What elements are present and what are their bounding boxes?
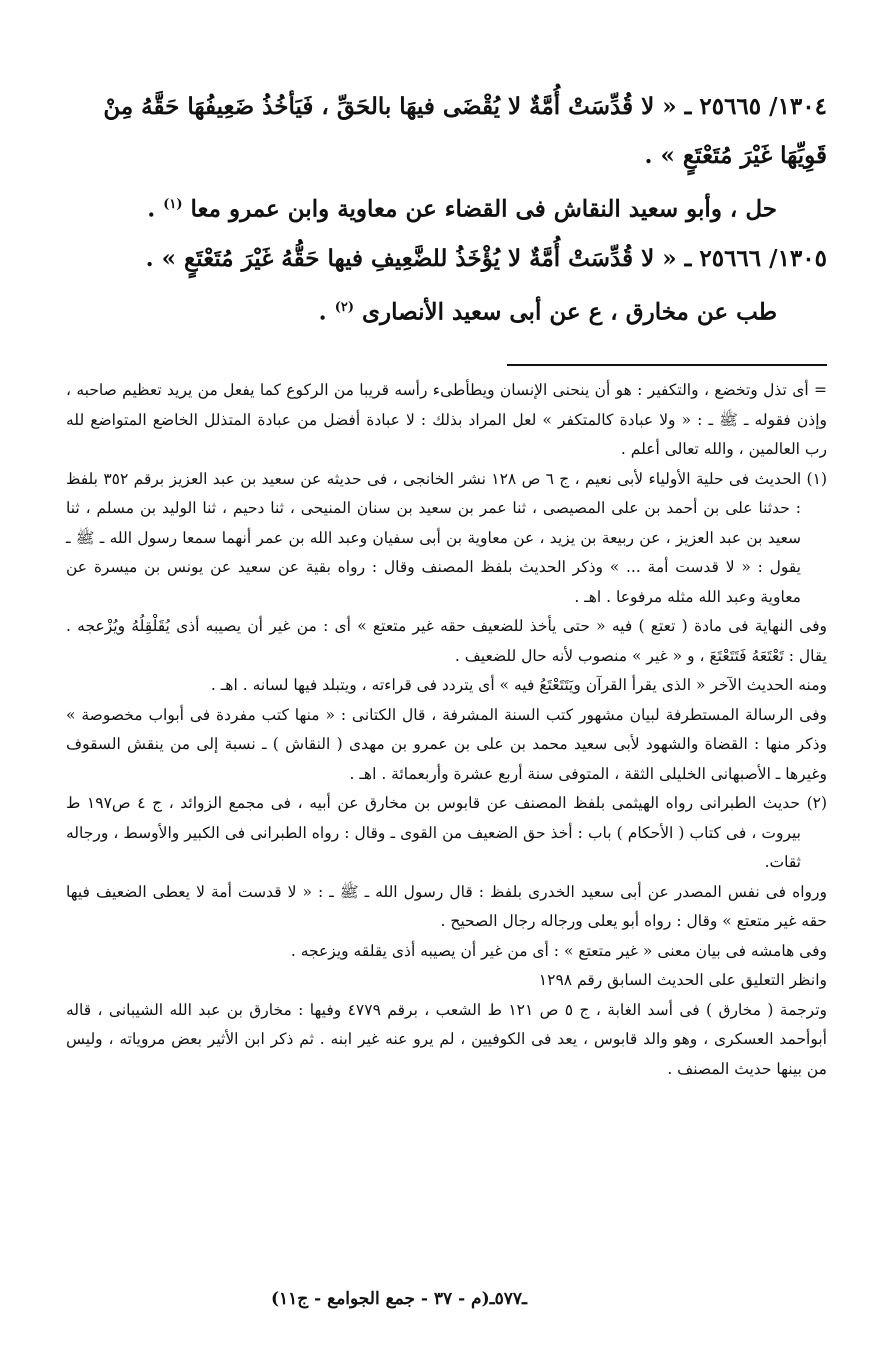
- hadith-1304-line1: ١٣٠٤/ ٢٥٦٦٥ ـ « لا قُدِّسَتْ أُمَّةٌ لا يُقْضَى فيهَا بالحَقِّ ، فَيَأخُذُ ضَعِيفُهَا حَقَّهُ مِنْ: [103, 93, 827, 120]
- footnote-paragraph: وفى هامشه فى بيان معنى « غير متعتع » : أى من غير أن يصيبه أذى يقلقه ويزعجه .: [290, 941, 827, 960]
- hadith-1304-line2: قَوِيِّهَا غَيْرَ مُتَعْتَعٍ » .: [644, 142, 827, 169]
- footnote-paragraph: ورواه فى نفس المصدر عن أبى سعيد الخدرى بلفظ : قال رسول الله ـ ﷺ ـ : « لا قدست أمة لا يعطى الضعيف فيها حقه غير متعتع » وقال : رواه أبو يعلى ورجاله رجال الصحيح .: [66, 882, 827, 931]
- source-text: طب عن مخارق ، ع عن أبى سعيد الأنصارى: [362, 298, 777, 326]
- page-number: ـ٥٧٧ـ: [489, 1289, 527, 1309]
- footnote-separator: [507, 364, 827, 366]
- footnote-paragraph: ومنه الحديث الآخر « الذى يقرأ القرآن ويَتَتَعْتَعُ فيه » أى يتردد فى قراءته ، ويتبلد فيها لسانه . اهـ .: [210, 676, 827, 695]
- footnote-paragraph: وترجمة ( مخارق ) فى أسد الغابة ، ج ٥ ص ١٢١ ط الشعب ، برقم ٤٧٧٩ وفيها : مخارق بن عبد الله الشيبانى ، قاله أبوأحمد العسكرى ، وهو والد قابوس ، يعد فى الكوفيين ، لم يرو عنه غير ابنه . ثم ذكر ابن الأثير بعض مروياته ، وليس من بينها حديث المصنف .: [66, 1000, 827, 1078]
- punct: .: [318, 298, 335, 326]
- footnote-paragraph: وانظر التعليق على الحديث السابق رقم ١٢٩٨: [538, 971, 827, 990]
- footnotes: [66, 376, 827, 1084]
- hadith-text: [66, 82, 827, 336]
- footnote-ref: (٢): [334, 299, 354, 315]
- hadith-1304-source: [66, 180, 827, 234]
- footnote-ref: (١): [163, 197, 183, 212]
- footnote-1: (١) الحديث فى حلية الأولياء لأبى نعيم ، ج ٦ ص ١٢٨ نشر الخانجى ، فى حديثه عن سعيد بن عبد العزيز برقم ٣٥٢ بلفظ : حدثنا على بن أحمد بن على المصيصى ، ثنا عمر بن سعيد بن سنان المنيحى ، ثنا دحيم ، ثنا الوليد بن مسلم ، ثنا سعيد بن عبد العزيز ، عن ربيعة بن يزيد ، عن معاوية بن أبى سفيان وعبد الله بن عمر أنهما سمعا رسول الله ـ ﷺ ـ يقول : « لا قدست أمة ... » وذكر الحديث بلفظ المصنف وقال : رواه بقية عن سعيد عن يونس بن ميسرة عن معاوية وعبد الله مثله مرفوعا . اهـ .: [66, 469, 827, 606]
- signature-mark: (م - ٣٧ - جمع الجوامع - ج١١): [270, 1289, 490, 1309]
- source-text: حل ، وأبو سعيد النقاش فى القضاء عن معاوية وابن عمرو معا: [190, 195, 777, 223]
- footnote-paragraph: وفى النهاية فى مادة ( تعتع ) فيه « حتى يأخذ للضعيف حقه غير متعتع » أى : من غير أن يصيبه أذى يُقَلْقِلُهُ ويُزْعجه . يقال : تَعْتَعَهُ فَتَتَعْتَعَ ، و « غير » منصوب لأنه حال للضعيف .: [66, 617, 827, 665]
- hadith-1305: ١٣٠٥/ ٢٥٦٦٦ ـ « لا قُدِّسَتْ أُمَّةٌ لا يُؤْخَذُ للضَّعِيفِ فيها حَقُّهُ غَيْرَ مُتَعْتَعٍ » .: [145, 244, 827, 272]
- footnote-continuation: = أى تذل وتخضع ، والتكفير : هو أن ينحنى الإنسان ويطأطىء رأسه قريبا من الركوع كما يفعل من يريد تعظيم صاحبه ، وإذن فقوله ـ ﷺ ـ : « ولا عبادة كالمتكفر » لعل المراد بذلك : لا عبادة أفضل من عبادة المتذلل الخاضع المتواضع لله رب العالمين ، والله تعالى أعلم .: [66, 381, 827, 459]
- footnote-paragraph: وفى الرسالة المستطرفة لبيان مشهور كتب السنة المشرفة ، قال الكتانى : « منها كتب مفردة فى أبواب مخصوصة » وذكر منها : القضاة والشهود لأبى سعيد محمد بن على بن عمرو بن مهدى ( النقاش ) ـ نسبة إلى من ينقش السقوف وغيرها ـ الأصبهانى الخليلى الثقة ، المتوفى سنة أربع عشرة وأربعمائة . اهـ .: [66, 705, 827, 783]
- hadith-1305-source: [66, 283, 827, 337]
- page-footer: [66, 1289, 827, 1309]
- punct: .: [147, 195, 164, 223]
- footnote-2: (٢) حديث الطبرانى رواه الهيثمى بلفظ المصنف عن قابوس بن مخارق عن أبيه ، فى مجمع الزوائد ، ج ٤ ص١٩٧ ط بيروت ، فى كتاب ( الأحكام ) باب : أخذ حق الضعيف من القوى ـ وقال : رواه الطبرانى فى الكبير والأوسط ، ورجاله ثقات.: [66, 794, 828, 872]
